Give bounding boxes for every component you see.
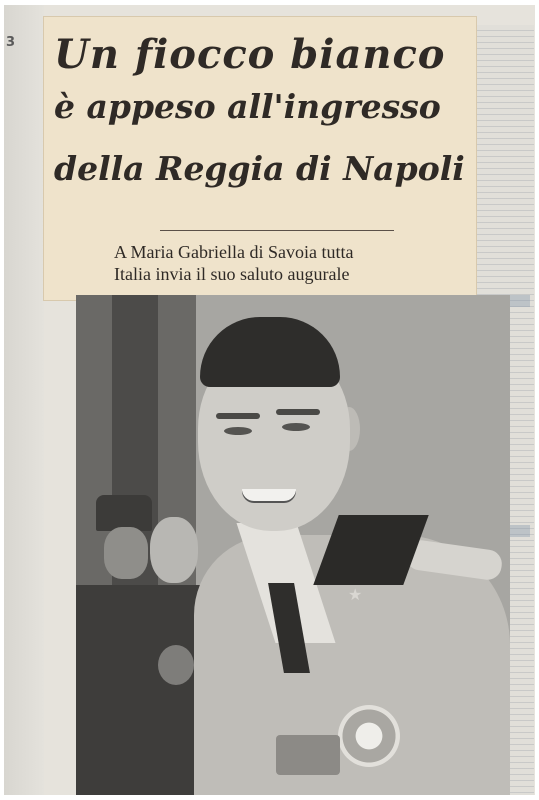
headline-line-1: Un fiocco bianco: [54, 31, 446, 78]
collar-star-icon: ★: [348, 585, 363, 604]
headline-line-2: è appeso all'ingresso: [54, 87, 441, 126]
subheadline-line-1: A Maria Gabriella di Savoia tutta: [114, 242, 354, 262]
headline-rule: [160, 230, 394, 231]
headline-line-3: della Reggia di Napoli: [54, 149, 465, 188]
scrapbook-page: [4, 5, 535, 795]
decoration-rosette: [338, 705, 400, 767]
portrait-photo: [76, 295, 510, 795]
page-number: 3: [6, 35, 16, 50]
background-officers: [76, 585, 206, 795]
left-margin-strip: [4, 5, 44, 795]
subheadline: [114, 241, 474, 285]
subheadline-line-2: Italia invia il suo saluto augurale: [114, 264, 350, 284]
headline-clipping: [44, 17, 476, 300]
